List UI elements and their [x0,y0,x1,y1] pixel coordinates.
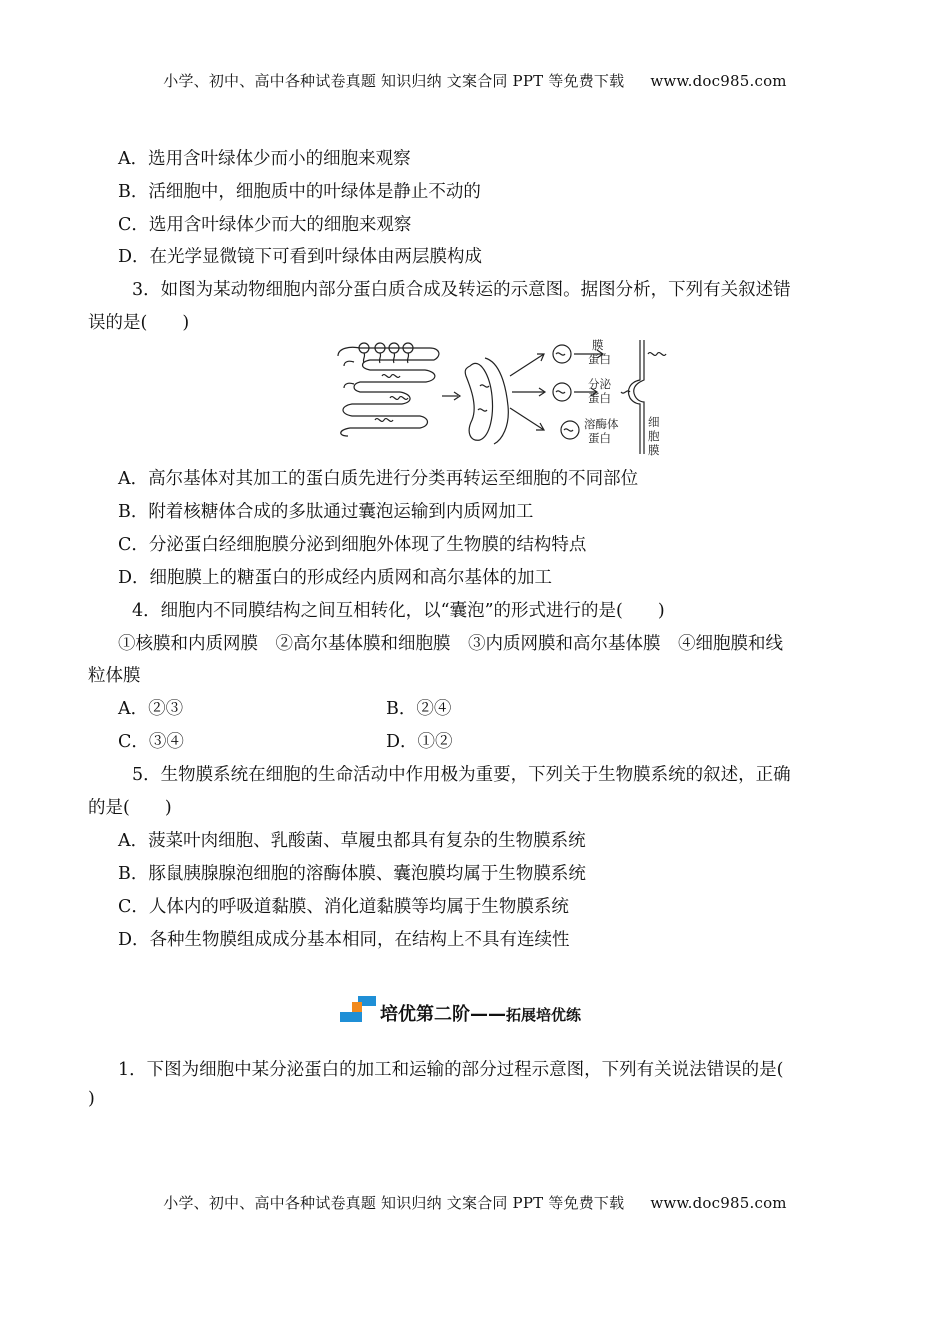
q4-option-b: B．②④ [386,699,452,719]
label-lysosome-protein-1: 溶酶体 [584,417,619,431]
label-cell-membrane-3: 膜 [648,443,660,457]
label-cell-membrane-2: 胞 [648,429,660,443]
lysosome-protein-vesicle [561,421,579,439]
s2-q1-stem-line1: 1．下图为细胞中某分泌蛋白的加工和运输的部分过程示意图，下列有关说法错误的是( [118,1060,784,1080]
section-blocks-icon [338,994,378,1028]
golgi-apparatus [465,363,492,440]
q2-option-a: A．选用含叶绿体少而小的细胞来观察 [118,149,411,169]
secretory-protein-vesicle [553,383,571,401]
q4-option-d: D．①② [386,732,453,752]
q4-option-c: C．③④ [118,732,184,752]
label-cell-membrane-1: 细 [648,415,660,429]
section-title [380,1000,581,1026]
rough-er [338,347,439,436]
label-membrane-protein-1: 膜 [592,338,604,352]
q5-stem-line2: 的是( ) [88,798,172,818]
q5-option-c: C．人体内的呼吸道黏膜、消化道黏膜等均属于生物膜系统 [118,897,569,917]
q2-option-c: C．选用含叶绿体少而大的细胞来观察 [118,215,412,235]
page-header [0,70,950,91]
q4-stem: 4．细胞内不同膜结构之间互相转化，以“囊泡”的形式进行的是( ) [132,601,665,621]
section-title-sub: 拓展培优练 [506,1006,582,1024]
header-text: 小学、初中、高中各种试卷真题 知识归纳 文案合同 PPT 等免费下载 [163,72,625,90]
q3-stem-line2: 误的是( ) [88,313,190,333]
s2-q1-stem-line2: ) [88,1089,95,1109]
q4-items-line1: ①核膜和内质网膜 ②高尔基体膜和细胞膜 ③内质网膜和高尔基体膜 ④细胞膜和线 [118,634,783,654]
q2-option-b: B．活细胞中，细胞质中的叶绿体是静止不动的 [118,182,481,202]
cell-membrane-line [628,340,640,454]
membrane-protein-vesicle [553,345,571,363]
section-title-main: 培优第二阶 [380,1004,470,1025]
q3-option-d: D．细胞膜上的糖蛋白的形成经内质网和高尔基体的加工 [118,568,553,588]
q2-option-d: D．在光学显微镜下可看到叶绿体由两层膜构成 [118,247,483,267]
q4-items-line2: 粒体膜 [88,666,141,686]
protein-transport-diagram [330,336,685,458]
q5-stem-line1: 5．生物膜系统在细胞的生命活动中作用极为重要，下列关于生物膜系统的叙述，正确 [132,765,791,785]
label-secretory-protein-1: 分泌 [588,377,611,391]
q3-option-a: A．高尔基体对其加工的蛋白质先进行分类再转运至细胞的不同部位 [118,469,639,489]
q5-option-a: A．菠菜叶肉细胞、乳酸菌、草履虫都具有复杂的生物膜系统 [118,831,586,851]
section-heading [338,994,658,1030]
label-membrane-protein-2: 蛋白 [588,352,611,366]
footer-text: 小学、初中、高中各种试卷真题 知识归纳 文案合同 PPT 等免费下载 [163,1194,625,1212]
q3-option-c: C．分泌蛋白经细胞膜分泌到细胞外体现了生物膜的结构特点 [118,535,587,555]
footer-url[interactable]: www.doc985.com [650,1194,787,1212]
q3-stem-line1: 3．如图为某动物细胞内部分蛋白质合成及转运的示意图。据图分析，下列有关叙述错 [132,280,791,300]
q5-option-d: D．各种生物膜组成成分基本相同，在结构上不具有连续性 [118,930,570,950]
q5-option-b: B．豚鼠胰腺腺泡细胞的溶酶体膜、囊泡膜均属于生物膜系统 [118,864,586,884]
label-secretory-protein-2: 蛋白 [588,391,611,405]
header-url[interactable]: www.doc985.com [650,72,787,90]
page-footer [0,1192,950,1213]
label-lysosome-protein-2: 蛋白 [588,431,611,445]
section-title-dash: —— [470,1004,506,1025]
q4-option-a: A．②③ [118,699,184,719]
q3-option-b: B．附着核糖体合成的多肽通过囊泡运输到内质网加工 [118,502,534,522]
